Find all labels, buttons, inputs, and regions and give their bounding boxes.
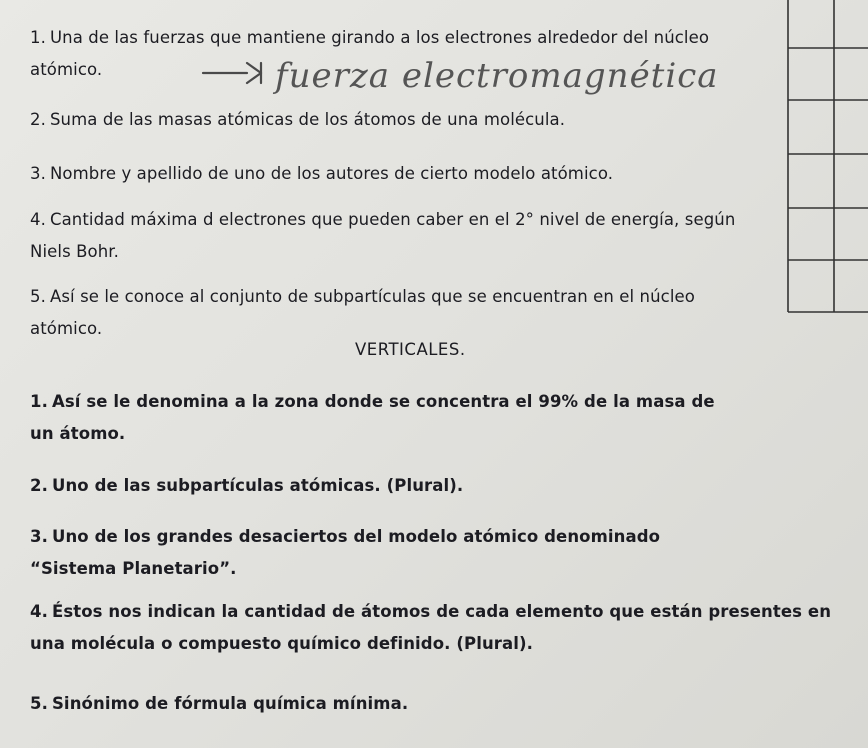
clue-number: 5. bbox=[30, 287, 46, 306]
clue-text: Así se le denomina a la zona donde se concentra el 99% de la masa de un átomo. bbox=[30, 392, 715, 443]
clue-number: 1. bbox=[30, 28, 46, 47]
clue-number: 5. bbox=[30, 694, 48, 713]
clue-number: 3. bbox=[30, 164, 46, 183]
clue-number: 2. bbox=[30, 110, 46, 129]
clue-text: Éstos nos indican la cantidad de átomos de cada elemento que están presentes en una molécula o compuesto químico definido. (Plural). bbox=[30, 602, 832, 653]
handwritten-answer-text: fuerza electromagnética bbox=[275, 56, 719, 96]
vertical-clue-2 bbox=[30, 470, 830, 502]
horizontal-clue-4 bbox=[30, 204, 770, 268]
clue-number: 4. bbox=[30, 602, 48, 621]
clue-number: 4. bbox=[30, 210, 46, 229]
section-heading: VERTICALES. bbox=[355, 340, 466, 359]
clue-text: Nombre y apellido de uno de los autores de cierto modelo atómico. bbox=[49, 164, 614, 183]
clue-text: Cantidad máxima d electrones que pueden caber en el 2° nivel de energía, según Niels Bohr. bbox=[30, 210, 736, 261]
vertical-clue-5 bbox=[30, 688, 830, 720]
horizontal-clue-5 bbox=[30, 281, 770, 345]
vertical-clue-3 bbox=[30, 521, 750, 585]
clue-text: Uno de las subpartículas atómicas. (Plural). bbox=[51, 476, 464, 495]
clue-text: Así se le conoce al conjunto de subpartículas que se encuentran en el núcleo atómico. bbox=[30, 287, 695, 338]
clue-number: 2. bbox=[30, 476, 48, 495]
clue-number: 3. bbox=[30, 527, 48, 546]
crossword-grid bbox=[778, 0, 868, 320]
clue-text: Suma de las masas atómicas de los átomos de una molécula. bbox=[49, 110, 566, 129]
horizontal-clue-3 bbox=[30, 158, 770, 190]
vertical-clue-1 bbox=[30, 386, 730, 450]
clue-text: Uno de los grandes desaciertos del modelo atómico denominado “Sistema Planetario”. bbox=[30, 527, 661, 578]
handwritten-answer bbox=[195, 45, 785, 105]
clue-text: Una de las fuerzas que mantiene girando a los electrones alrededor del núcleo atómico. bbox=[30, 28, 710, 79]
clue-number: 1. bbox=[30, 392, 48, 411]
vertical-clue-4 bbox=[30, 596, 860, 660]
horizontal-clue-2 bbox=[30, 104, 770, 136]
clue-text: Sinónimo de fórmula química mínima. bbox=[51, 694, 409, 713]
